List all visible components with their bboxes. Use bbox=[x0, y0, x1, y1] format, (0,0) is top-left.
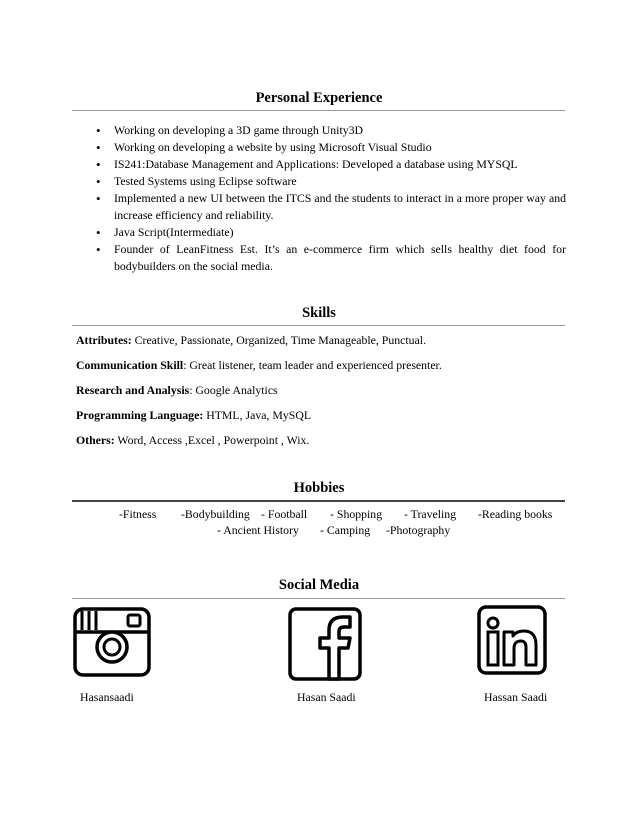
skill-value: Creative, Passionate, Organized, Time Manageable, Punctual. bbox=[131, 333, 427, 347]
social-divider bbox=[72, 598, 565, 599]
skill-value: HTML, Java, MySQL bbox=[203, 408, 312, 422]
experience-title: Personal Experience bbox=[255, 90, 383, 106]
linkedin-handle: Hassan Saadi bbox=[484, 690, 548, 704]
experience-divider bbox=[72, 110, 565, 111]
facebook-handle: Hasan Saadi bbox=[297, 690, 356, 704]
skill-row-research bbox=[76, 383, 278, 398]
experience-item: • IS241:Database Management and Applications: Developed a database using MYSQL bbox=[96, 156, 566, 173]
experience-list bbox=[96, 122, 566, 275]
hobby-item: - Ancient History bbox=[217, 523, 299, 537]
facebook-icon[interactable] bbox=[287, 606, 363, 682]
instagram-icon[interactable] bbox=[72, 606, 152, 678]
skill-value: : Great listener, team leader and experienced presenter. bbox=[183, 358, 442, 372]
skill-row-communication bbox=[76, 358, 442, 373]
hobby-item: -Bodybuilding bbox=[181, 507, 250, 521]
experience-item: • Tested Systems using Eclipse software bbox=[96, 173, 566, 190]
skill-row-others bbox=[76, 433, 309, 448]
skill-label: Research and Analysis bbox=[76, 383, 190, 397]
hobby-item: - Camping bbox=[320, 523, 371, 537]
instagram-handle: Hasansaadi bbox=[80, 690, 134, 704]
hobby-item: -Reading books bbox=[478, 507, 553, 521]
hobby-item: -Fitness bbox=[119, 507, 157, 521]
hobby-item: - Shopping bbox=[330, 507, 383, 521]
hobby-item: - Traveling bbox=[404, 507, 457, 521]
skill-label: Attributes: bbox=[76, 333, 132, 347]
skill-label: Communication Skill bbox=[76, 358, 184, 372]
skills-title: Skills bbox=[302, 305, 336, 321]
skill-row-attributes bbox=[76, 333, 426, 348]
skills-divider bbox=[72, 325, 565, 326]
skill-label: Others: bbox=[76, 433, 115, 447]
skill-value: Word, Access ,Excel , Powerpoint , Wix. bbox=[114, 433, 310, 447]
experience-item: • Implemented a new UI between the ITCS and the students to interact in a more proper way and increase efficiency and reliability. bbox=[96, 190, 566, 224]
hobbies-title: Hobbies bbox=[293, 480, 345, 496]
skill-label: Programming Language: bbox=[76, 408, 204, 422]
hobby-item: -Photography bbox=[386, 523, 451, 537]
linkedin-icon[interactable] bbox=[476, 604, 548, 676]
skill-row-programming bbox=[76, 408, 311, 423]
skill-value: : Google Analytics bbox=[189, 383, 278, 397]
hobby-item: - Football bbox=[261, 507, 308, 521]
social-title: Social Media bbox=[278, 577, 360, 593]
experience-item: • Working on developing a 3D game through Unity3D bbox=[96, 122, 566, 139]
experience-item: • Working on developing a website by using Microsoft Visual Studio bbox=[96, 139, 566, 156]
experience-item: • Java Script(Intermediate) bbox=[96, 224, 566, 241]
hobbies-divider bbox=[72, 500, 565, 502]
experience-item: • Founder of LeanFitness Est. It’s an e-commerce firm which sells healthy diet food for bodybuilders on the social media. bbox=[96, 241, 566, 275]
